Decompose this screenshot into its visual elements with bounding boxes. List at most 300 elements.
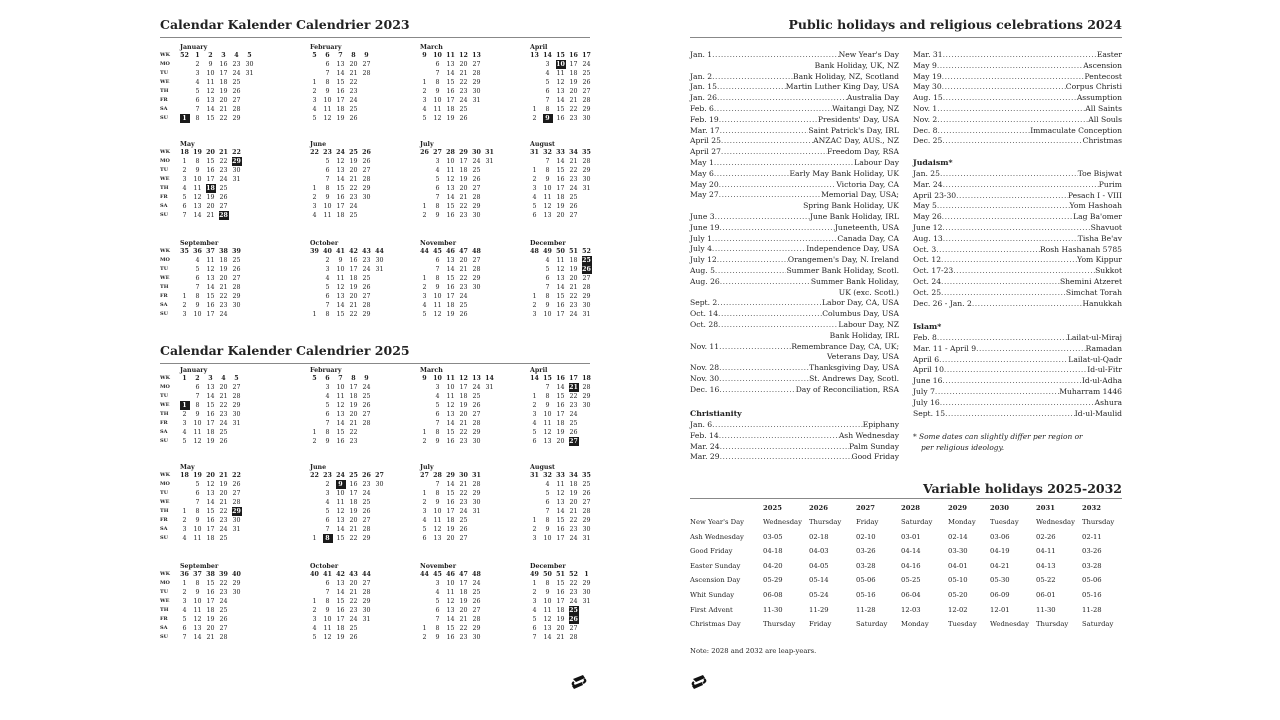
day-cell: 21: [459, 481, 468, 488]
day-cell: 8: [325, 185, 330, 192]
day-cell: 5: [532, 203, 537, 210]
day-cell: 24: [582, 61, 591, 68]
holiday-label: Christmas Day: [690, 620, 741, 629]
week-number: 23: [323, 472, 332, 479]
holiday-row: [913, 93, 1122, 104]
day-cell: 18: [556, 420, 565, 427]
day-cell: 18: [459, 167, 468, 174]
holiday-row: [913, 169, 1122, 180]
holiday-row: [690, 104, 899, 115]
week-number: 6: [325, 375, 330, 382]
day-cell: 12: [336, 402, 345, 409]
holiday-row: [913, 61, 1122, 72]
day-cell: 9: [545, 526, 550, 533]
day-cell: 22: [219, 508, 228, 515]
week-number: 41: [336, 248, 345, 255]
year-header: 2027: [856, 504, 875, 512]
dot-leader: [942, 136, 1082, 147]
day-cell: 2: [422, 438, 427, 445]
day-cell: 2: [422, 284, 427, 291]
holiday-value: 05-25: [901, 576, 921, 585]
holiday-name: Lailat-ul-Miraj: [1066, 333, 1122, 342]
day-cell: 7: [545, 97, 550, 104]
day-cell: 30: [472, 634, 481, 641]
dot-leader: [939, 355, 1068, 366]
day-cell: 22: [349, 598, 358, 605]
day-cell: 31: [232, 176, 241, 183]
dot-leader: [942, 212, 1073, 223]
day-cell: 25: [219, 429, 228, 436]
day-cell: 6: [182, 625, 187, 632]
day-cell: 22: [219, 402, 228, 409]
day-cell: 2: [182, 411, 187, 418]
day-cell: 1: [422, 79, 427, 86]
holiday-name: Purim: [1098, 179, 1122, 189]
day-cell: 30: [472, 438, 481, 445]
day-cell: 21: [569, 284, 578, 291]
weekday-label: SU: [160, 535, 168, 541]
day-cell: 20: [556, 438, 565, 445]
holiday-value: Tuesday: [948, 620, 977, 629]
week-number: 7: [338, 375, 343, 382]
holiday-name: Ashura: [1094, 397, 1122, 407]
week-number: 44: [362, 571, 371, 578]
day-cell: 6: [545, 499, 550, 506]
day-cell: 2: [195, 61, 200, 68]
day-cell: 25: [569, 420, 578, 427]
holiday-date: May 30: [913, 82, 942, 92]
week-number: 15: [556, 52, 565, 59]
holiday-row: [913, 344, 1122, 355]
week-number: 42: [349, 248, 358, 255]
weekday-label: MO: [160, 481, 170, 487]
week-number: 26: [362, 149, 371, 156]
day-cell: 27: [232, 384, 241, 391]
day-cell: 25: [362, 499, 371, 506]
dot-leader: [940, 398, 1095, 409]
day-cell: 22: [569, 167, 578, 174]
day-cell: 11: [446, 167, 455, 174]
weekday-label: SA: [160, 302, 168, 308]
week-number: 1: [584, 571, 589, 578]
day-cell: 30: [582, 302, 591, 309]
dot-leader: [937, 333, 1067, 344]
dot-leader: [943, 180, 1099, 191]
day-cell: 21: [459, 616, 468, 623]
holiday-row: [690, 82, 899, 93]
highlighted-day: 28: [219, 212, 228, 219]
day-cell: 26: [219, 438, 228, 445]
day-cell: 3: [435, 384, 440, 391]
day-cell: 24: [459, 508, 468, 515]
day-cell: 20: [219, 275, 228, 282]
day-cell: 22: [349, 429, 358, 436]
dot-leader: [720, 126, 809, 137]
day-cell: 12: [556, 79, 565, 86]
holiday-date: Sept. 2: [690, 298, 718, 308]
week-number: 44: [420, 571, 429, 578]
day-cell: 27: [472, 185, 481, 192]
week-number: 39: [232, 248, 241, 255]
day-cell: 10: [206, 70, 215, 77]
day-cell: 17: [206, 176, 215, 183]
day-cell: 4: [422, 106, 427, 113]
day-cell: 4: [325, 393, 330, 400]
day-cell: 8: [435, 79, 440, 86]
day-cell: 26: [472, 598, 481, 605]
weekday-label: TH: [160, 88, 169, 94]
holiday-date: June 19: [690, 222, 720, 232]
day-cell: 26: [362, 402, 371, 409]
holiday-date: Dec. 16: [690, 384, 720, 394]
day-cell: 29: [362, 311, 371, 318]
dot-leader: [719, 342, 791, 353]
day-cell: 5: [422, 115, 427, 122]
title-rule: [690, 37, 1122, 38]
day-cell: 26: [232, 266, 241, 273]
holiday-row: [690, 420, 899, 431]
holiday-row: [690, 298, 899, 309]
day-cell: 26: [362, 158, 371, 165]
day-cell: 18: [219, 257, 228, 264]
week-number: 35: [180, 248, 189, 255]
weekday-label: TH: [160, 411, 169, 417]
holiday-name: All Souls: [1088, 114, 1122, 124]
holiday-row: [913, 409, 1122, 420]
day-cell: 21: [349, 589, 358, 596]
day-cell: 1: [312, 535, 317, 542]
week-number: 13: [472, 52, 481, 59]
day-cell: 11: [446, 589, 455, 596]
day-cell: 1: [422, 625, 427, 632]
day-cell: 24: [472, 384, 481, 391]
title-rule: [690, 498, 1122, 499]
day-cell: 28: [362, 70, 371, 77]
day-cell: 1: [532, 106, 537, 113]
month-name: March: [420, 44, 443, 51]
holiday-name: St. Andrews Day, Scotl.: [809, 374, 899, 383]
week-number: 48: [472, 248, 481, 255]
weekday-label: TH: [160, 508, 169, 514]
day-cell: 28: [472, 266, 481, 273]
day-cell: 23: [219, 517, 228, 524]
month-name: April: [530, 44, 548, 51]
day-cell: 18: [569, 481, 578, 488]
week-number: 35: [582, 149, 591, 156]
day-cell: 28: [582, 284, 591, 291]
day-cell: 1: [422, 203, 427, 210]
day-cell: 19: [206, 616, 215, 623]
week-number: 5: [312, 52, 317, 59]
week-number: 40: [323, 248, 332, 255]
day-cell: 20: [219, 490, 228, 497]
day-cell: 29: [582, 517, 591, 524]
day-cell: 29: [582, 580, 591, 587]
day-cell: 24: [362, 490, 371, 497]
day-cell: 9: [325, 88, 330, 95]
day-cell: 10: [193, 598, 202, 605]
day-cell: 16: [446, 499, 455, 506]
day-cell: 28: [582, 97, 591, 104]
week-number: 21: [219, 472, 228, 479]
day-cell: 14: [543, 634, 552, 641]
day-cell: 13: [336, 411, 345, 418]
day-cell: 16: [336, 194, 345, 201]
week-number: 16: [556, 375, 565, 382]
day-cell: 13: [193, 203, 202, 210]
christianity-heading: Christianity: [690, 409, 742, 418]
week-number: 5: [312, 375, 317, 382]
week-number: 5: [234, 375, 239, 382]
holiday-row: [913, 180, 1122, 191]
day-cell: 28: [582, 508, 591, 515]
day-cell: 6: [532, 212, 537, 219]
day-cell: 2: [422, 88, 427, 95]
holiday-value: 03-26: [856, 547, 876, 556]
day-cell: 13: [446, 185, 455, 192]
day-cell: 26: [459, 115, 468, 122]
day-cell: 10: [193, 176, 202, 183]
week-number: 50: [556, 248, 565, 255]
weekday-label: WK: [160, 571, 170, 577]
day-cell: 17: [446, 97, 455, 104]
holiday-value: 02-18: [809, 532, 829, 541]
holiday-row: [913, 299, 1122, 310]
day-cell: 7: [325, 70, 330, 77]
day-cell: 15: [206, 402, 215, 409]
day-cell: 3: [182, 526, 187, 533]
dot-leader: [712, 50, 839, 61]
week-number: 40: [310, 571, 319, 578]
day-cell: 22: [349, 185, 358, 192]
month-name: July: [420, 141, 434, 148]
day-cell: 3: [195, 70, 200, 77]
holiday-row: [690, 244, 899, 255]
day-cell: 29: [232, 293, 241, 300]
weekday-label: WK: [160, 149, 170, 155]
weekday-label: TU: [160, 490, 169, 496]
month-name: November: [420, 240, 457, 247]
dot-leader: [714, 158, 854, 169]
day-cell: 22: [459, 625, 468, 632]
week-number: 14: [543, 52, 552, 59]
footnote-line-1: * Some dates can slightly differ per region or: [913, 432, 1083, 441]
holiday-name: Columbus Day, USA: [822, 309, 899, 319]
day-cell: 23: [459, 284, 468, 291]
day-cell: 26: [569, 429, 578, 436]
dot-leader: [719, 431, 839, 442]
day-cell: 13: [543, 438, 552, 445]
week-number: 14: [485, 375, 494, 382]
day-cell: 13: [446, 61, 455, 68]
day-cell: 16: [556, 115, 565, 122]
holiday-value: 03-06: [990, 532, 1010, 541]
day-cell: 11: [543, 607, 552, 614]
holiday-date: Jan. 6: [690, 420, 713, 429]
left-page: [160, 0, 590, 720]
day-cell: 18: [349, 275, 358, 282]
dot-leader: [717, 82, 786, 93]
day-cell: 27: [232, 275, 241, 282]
day-cell: 30: [472, 284, 481, 291]
weekday-label: MO: [160, 61, 170, 67]
day-cell: 5: [435, 402, 440, 409]
day-cell: 4: [435, 393, 440, 400]
weekday-label: FR: [160, 293, 168, 299]
weekday-label: WK: [160, 375, 170, 381]
holiday-name: Labour Day: [854, 158, 899, 167]
day-cell: 5: [182, 616, 187, 623]
week-number: 27: [375, 472, 384, 479]
holiday-row: [913, 126, 1122, 137]
week-number: 24: [336, 472, 345, 479]
day-cell: 11: [433, 517, 442, 524]
day-cell: 28: [472, 194, 481, 201]
day-cell: 21: [556, 634, 565, 641]
day-cell: 9: [338, 257, 343, 264]
week-number: 52: [180, 52, 189, 59]
day-cell: 5: [545, 79, 550, 86]
week-number: 32: [543, 149, 552, 156]
weekday-label: FR: [160, 517, 168, 523]
holiday-name: Rosh Hashanah 5785: [1039, 244, 1122, 254]
day-cell: 11: [336, 393, 345, 400]
day-cell: 21: [219, 393, 228, 400]
week-number: 25: [349, 472, 358, 479]
holiday-date: April 27: [690, 147, 721, 157]
day-cell: 2: [325, 257, 330, 264]
holiday-value: Monday: [901, 620, 929, 629]
day-cell: 10: [543, 185, 552, 192]
day-cell: 21: [459, 194, 468, 201]
day-cell: 7: [545, 384, 550, 391]
holiday-row: [913, 333, 1122, 344]
day-cell: 2: [312, 438, 317, 445]
weekday-label: WK: [160, 472, 170, 478]
variable-holidays-title: Variable holidays 2025-2032: [922, 481, 1122, 496]
day-cell: 5: [545, 266, 550, 273]
day-cell: 20: [556, 212, 565, 219]
day-cell: 15: [336, 79, 345, 86]
day-cell: 4: [312, 212, 317, 219]
holiday-value: 06-04: [901, 591, 921, 599]
day-cell: 19: [349, 284, 358, 291]
day-cell: 11: [556, 257, 565, 264]
holiday-value: 11-28: [1082, 605, 1102, 614]
day-cell: 6: [195, 490, 200, 497]
holiday-row: [690, 61, 899, 72]
day-cell: 22: [569, 293, 578, 300]
day-cell: 12: [433, 115, 442, 122]
day-cell: 16: [349, 481, 358, 488]
calendar-2023-title: Calendar Kalender Calendrier 2023: [160, 17, 410, 32]
calendar-2025-title: Calendar Kalender Calendrier 2025: [160, 343, 410, 358]
day-cell: 3: [182, 598, 187, 605]
day-cell: 12: [543, 616, 552, 623]
holiday-row: [690, 277, 899, 288]
day-cell: 19: [349, 402, 358, 409]
day-cell: 24: [219, 176, 228, 183]
day-cell: 27: [459, 535, 468, 542]
day-cell: 19: [219, 266, 228, 273]
day-cell: 3: [532, 411, 537, 418]
day-cell: 24: [219, 598, 228, 605]
dot-leader: [717, 93, 847, 104]
day-cell: 13: [336, 580, 345, 587]
day-cell: 4: [422, 302, 427, 309]
week-number: 9: [364, 52, 369, 59]
holiday-name: Tisha Be'av: [1077, 233, 1122, 243]
day-cell: 23: [459, 499, 468, 506]
holiday-value: 11-30: [763, 605, 783, 614]
day-cell: 15: [206, 293, 215, 300]
week-number: 41: [323, 571, 332, 578]
week-number: 10: [433, 52, 442, 59]
day-cell: 15: [446, 79, 455, 86]
holiday-row: [690, 431, 899, 442]
day-cell: 24: [219, 526, 228, 533]
day-cell: 19: [336, 115, 345, 122]
day-cell: 30: [472, 88, 481, 95]
day-cell: 6: [435, 607, 440, 614]
day-cell: 3: [532, 185, 537, 192]
day-cell: 28: [472, 616, 481, 623]
day-cell: 21: [459, 420, 468, 427]
weekday-label: MO: [160, 580, 170, 586]
week-number: 29: [459, 149, 468, 156]
day-cell: 2: [182, 589, 187, 596]
day-cell: 25: [232, 79, 241, 86]
day-cell: 11: [323, 625, 332, 632]
day-cell: 21: [206, 634, 215, 641]
holiday-row: [913, 288, 1122, 299]
dot-leader: [712, 234, 838, 245]
day-cell: 16: [349, 257, 358, 264]
holiday-value: 11-29: [809, 605, 829, 614]
day-cell: 28: [582, 384, 591, 391]
weekday-label: SU: [160, 634, 168, 640]
holiday-name: Thanksgiving Day, USA: [809, 363, 899, 373]
day-cell: 9: [435, 88, 440, 95]
day-cell: 16: [336, 438, 345, 445]
day-cell: 13: [446, 607, 455, 614]
holiday-row: [913, 50, 1122, 61]
day-cell: 8: [325, 79, 330, 86]
day-cell: 17: [556, 411, 565, 418]
week-number: 34: [569, 472, 578, 479]
day-cell: 14: [206, 284, 215, 291]
day-cell: 4: [545, 481, 550, 488]
day-cell: 24: [232, 70, 241, 77]
week-number: 46: [446, 571, 455, 578]
day-cell: 6: [325, 517, 330, 524]
day-cell: 15: [446, 490, 455, 497]
day-cell: 15: [336, 185, 345, 192]
holiday-date: April 23-30: [913, 190, 957, 200]
day-cell: 8: [545, 393, 550, 400]
day-cell: 4: [195, 257, 200, 264]
day-cell: 16: [206, 589, 215, 596]
day-cell: 15: [336, 311, 345, 318]
holiday-value: 06-08: [763, 591, 783, 599]
holiday-date: May 5: [913, 201, 937, 211]
holiday-name: Orangemen's Day, N. Ireland: [787, 255, 899, 265]
day-cell: 5: [182, 438, 187, 445]
day-cell: 30: [375, 257, 384, 264]
week-number: 12: [459, 52, 468, 59]
day-cell: 27: [362, 167, 371, 174]
holiday-value: Thursday: [763, 620, 796, 629]
